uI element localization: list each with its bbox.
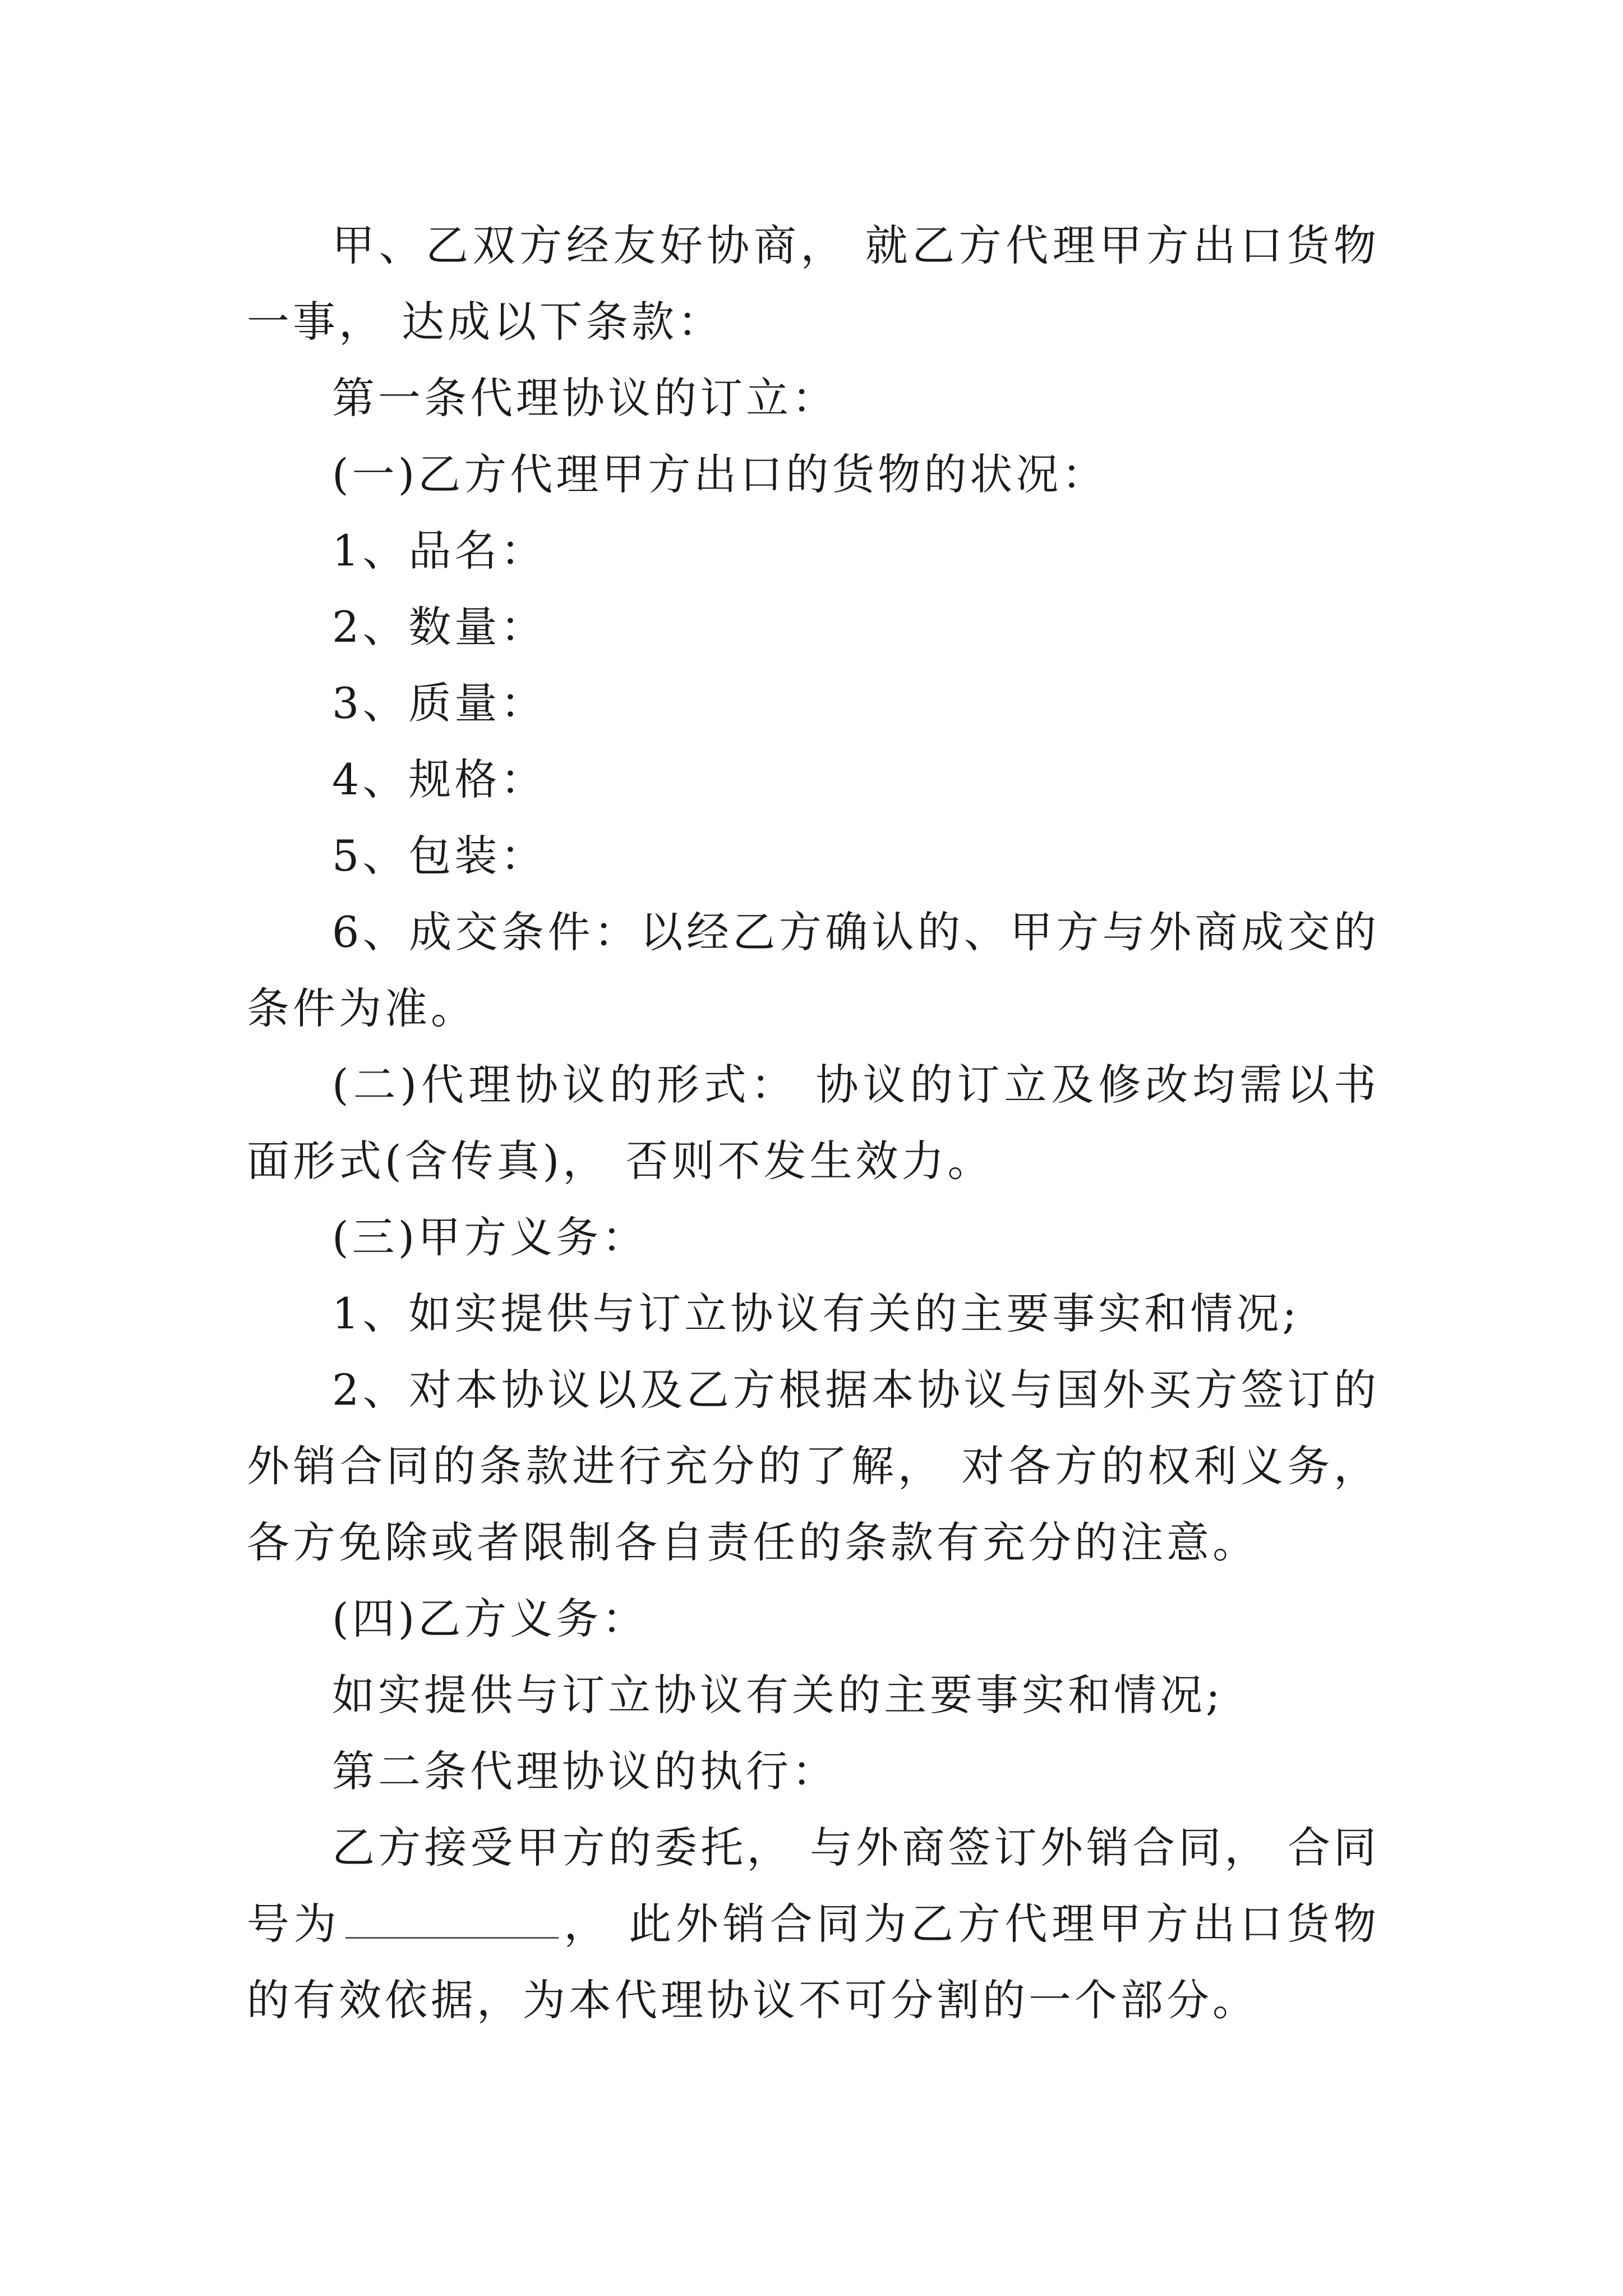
goods-item-spec: 4、规格： [332,754,547,804]
paragraph-intro: 甲、乙双方经友好协商， 就乙方代理甲方出口货物一事， 达成以下条款： [247,220,1380,347]
section-2-paragraph: (二)代理协议的形式： 协议的订立及修改均需以书面形式(含传真)， 否则不发生效力。 [247,1060,1380,1186]
article-1-heading: 第一条代理协议的订立： [332,373,838,423]
section-3-item-1: 1、如实提供与订立协议有关的主要事实和情况; [332,1289,1300,1338]
goods-item-name: 1、品名： [332,526,547,576]
goods-item-terms: 6、成交条件：以经乙方确认的、甲方与外商成交的条件为准。 [247,907,1380,1033]
section-4-heading: (四)乙方义务： [332,1594,648,1644]
document-body [247,208,1380,2039]
section-3-heading: (三)甲方义务： [332,1212,648,1262]
contract-number-blank [345,1889,559,1939]
section-4-item-1: 如实提供与订立协议有关的主要事实和情况; [332,1670,1224,1720]
goods-item-packaging: 5、包装： [332,831,547,881]
goods-item-quality: 3、质量： [332,678,547,728]
article-2-heading: 第二条代理协议的执行： [332,1746,838,1796]
section-3-item-2: 2、对本协议以及乙方根据本协议与国外买方签订的外销合同的条款进行充分的了解， 对各方的权利义务， 各方免除或者限制各自责任的条款有充分的注意。 [247,1365,1380,1567]
contract-text-before: 乙方接受甲方的委托， 与外商签订外销合同， 合同号为 [247,1823,1380,1949]
contract-paragraph [247,1810,1380,2039]
section-1-heading: (一)乙方代理甲方出口的货物的状况： [332,449,1108,499]
goods-item-quantity: 2、数量： [332,602,547,652]
contract-text-after: ， 此外销合同为乙方代理甲方出口货物的有效依据，为本代理协议不可分割的一个部分。 [247,1899,1380,2025]
